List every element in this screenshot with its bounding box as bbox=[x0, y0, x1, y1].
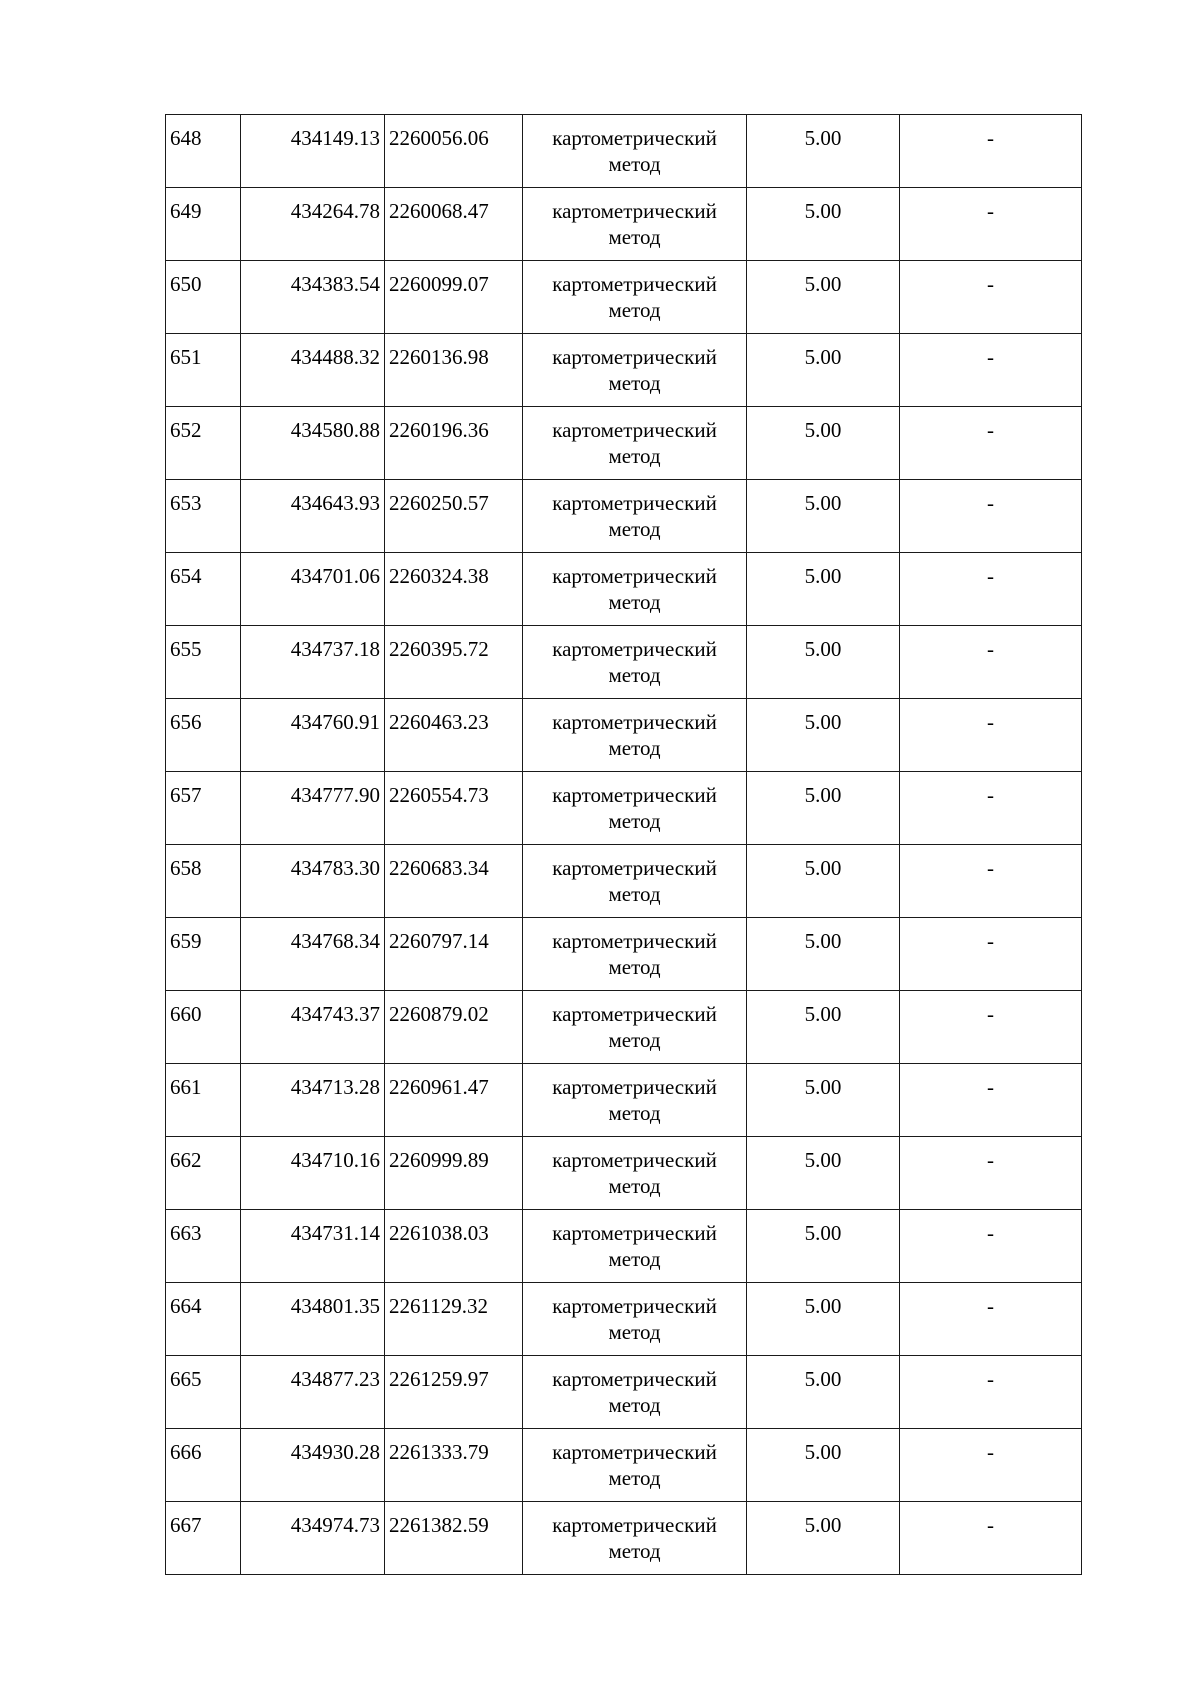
accuracy-cell: 5.00 bbox=[747, 991, 900, 1064]
table-row bbox=[166, 407, 1082, 480]
table-row bbox=[166, 1137, 1082, 1210]
description-cell: - bbox=[900, 1137, 1082, 1210]
point-number-cell: 667 bbox=[166, 1502, 241, 1575]
table-row bbox=[166, 699, 1082, 772]
accuracy-cell: 5.00 bbox=[747, 115, 900, 188]
table-row bbox=[166, 1356, 1082, 1429]
point-number-cell: 655 bbox=[166, 626, 241, 699]
description-cell: - bbox=[900, 772, 1082, 845]
accuracy-cell: 5.00 bbox=[747, 626, 900, 699]
method-cell: картометрический метод bbox=[523, 188, 747, 261]
description-cell: - bbox=[900, 553, 1082, 626]
description-cell: - bbox=[900, 918, 1082, 991]
point-number-cell: 657 bbox=[166, 772, 241, 845]
y-coordinate-cell: 2260999.89 bbox=[385, 1137, 523, 1210]
x-coordinate-cell: 434713.28 bbox=[241, 1064, 385, 1137]
y-coordinate-cell: 2260683.34 bbox=[385, 845, 523, 918]
table-row bbox=[166, 918, 1082, 991]
table-row bbox=[166, 626, 1082, 699]
method-cell: картометрический метод bbox=[523, 1429, 747, 1502]
description-cell: - bbox=[900, 1356, 1082, 1429]
method-cell: картометрический метод bbox=[523, 1137, 747, 1210]
description-cell: - bbox=[900, 188, 1082, 261]
point-number-cell: 650 bbox=[166, 261, 241, 334]
x-coordinate-cell: 434877.23 bbox=[241, 1356, 385, 1429]
accuracy-cell: 5.00 bbox=[747, 261, 900, 334]
description-cell: - bbox=[900, 115, 1082, 188]
y-coordinate-cell: 2260961.47 bbox=[385, 1064, 523, 1137]
x-coordinate-cell: 434737.18 bbox=[241, 626, 385, 699]
y-coordinate-cell: 2260196.36 bbox=[385, 407, 523, 480]
method-cell: картометрический метод bbox=[523, 334, 747, 407]
method-cell: картометрический метод bbox=[523, 772, 747, 845]
accuracy-cell: 5.00 bbox=[747, 1283, 900, 1356]
y-coordinate-cell: 2261038.03 bbox=[385, 1210, 523, 1283]
description-cell: - bbox=[900, 1064, 1082, 1137]
accuracy-cell: 5.00 bbox=[747, 480, 900, 553]
table-row bbox=[166, 115, 1082, 188]
table-row bbox=[166, 188, 1082, 261]
point-number-cell: 665 bbox=[166, 1356, 241, 1429]
y-coordinate-cell: 2260324.38 bbox=[385, 553, 523, 626]
x-coordinate-cell: 434488.32 bbox=[241, 334, 385, 407]
point-number-cell: 653 bbox=[166, 480, 241, 553]
table-row bbox=[166, 553, 1082, 626]
point-number-cell: 654 bbox=[166, 553, 241, 626]
y-coordinate-cell: 2260463.23 bbox=[385, 699, 523, 772]
description-cell: - bbox=[900, 1210, 1082, 1283]
x-coordinate-cell: 434731.14 bbox=[241, 1210, 385, 1283]
point-number-cell: 648 bbox=[166, 115, 241, 188]
method-cell: картометрический метод bbox=[523, 1502, 747, 1575]
y-coordinate-cell: 2261129.32 bbox=[385, 1283, 523, 1356]
point-number-cell: 662 bbox=[166, 1137, 241, 1210]
point-number-cell: 663 bbox=[166, 1210, 241, 1283]
point-number-cell: 666 bbox=[166, 1429, 241, 1502]
accuracy-cell: 5.00 bbox=[747, 1064, 900, 1137]
method-cell: картометрический метод bbox=[523, 1210, 747, 1283]
accuracy-cell: 5.00 bbox=[747, 845, 900, 918]
method-cell: картометрический метод bbox=[523, 918, 747, 991]
table-row bbox=[166, 991, 1082, 1064]
table-row bbox=[166, 334, 1082, 407]
x-coordinate-cell: 434783.30 bbox=[241, 845, 385, 918]
x-coordinate-cell: 434974.73 bbox=[241, 1502, 385, 1575]
x-coordinate-cell: 434930.28 bbox=[241, 1429, 385, 1502]
description-cell: - bbox=[900, 845, 1082, 918]
method-cell: картометрический метод bbox=[523, 626, 747, 699]
point-number-cell: 651 bbox=[166, 334, 241, 407]
y-coordinate-cell: 2260056.06 bbox=[385, 115, 523, 188]
y-coordinate-cell: 2260250.57 bbox=[385, 480, 523, 553]
point-number-cell: 658 bbox=[166, 845, 241, 918]
method-cell: картометрический метод bbox=[523, 845, 747, 918]
point-number-cell: 660 bbox=[166, 991, 241, 1064]
point-number-cell: 661 bbox=[166, 1064, 241, 1137]
y-coordinate-cell: 2260554.73 bbox=[385, 772, 523, 845]
x-coordinate-cell: 434149.13 bbox=[241, 115, 385, 188]
y-coordinate-cell: 2260068.47 bbox=[385, 188, 523, 261]
y-coordinate-cell: 2260879.02 bbox=[385, 991, 523, 1064]
x-coordinate-cell: 434264.78 bbox=[241, 188, 385, 261]
x-coordinate-cell: 434701.06 bbox=[241, 553, 385, 626]
method-cell: картометрический метод bbox=[523, 1064, 747, 1137]
x-coordinate-cell: 434580.88 bbox=[241, 407, 385, 480]
x-coordinate-cell: 434383.54 bbox=[241, 261, 385, 334]
point-number-cell: 656 bbox=[166, 699, 241, 772]
method-cell: картометрический метод bbox=[523, 1356, 747, 1429]
description-cell: - bbox=[900, 1429, 1082, 1502]
y-coordinate-cell: 2261333.79 bbox=[385, 1429, 523, 1502]
description-cell: - bbox=[900, 1502, 1082, 1575]
x-coordinate-cell: 434801.35 bbox=[241, 1283, 385, 1356]
table-row bbox=[166, 1283, 1082, 1356]
method-cell: картометрический метод bbox=[523, 553, 747, 626]
point-number-cell: 659 bbox=[166, 918, 241, 991]
description-cell: - bbox=[900, 699, 1082, 772]
x-coordinate-cell: 434777.90 bbox=[241, 772, 385, 845]
accuracy-cell: 5.00 bbox=[747, 407, 900, 480]
y-coordinate-cell: 2260099.07 bbox=[385, 261, 523, 334]
accuracy-cell: 5.00 bbox=[747, 553, 900, 626]
accuracy-cell: 5.00 bbox=[747, 188, 900, 261]
y-coordinate-cell: 2260797.14 bbox=[385, 918, 523, 991]
accuracy-cell: 5.00 bbox=[747, 1356, 900, 1429]
table-row bbox=[166, 1429, 1082, 1502]
description-cell: - bbox=[900, 480, 1082, 553]
x-coordinate-cell: 434760.91 bbox=[241, 699, 385, 772]
point-number-cell: 652 bbox=[166, 407, 241, 480]
x-coordinate-cell: 434643.93 bbox=[241, 480, 385, 553]
table-row bbox=[166, 1210, 1082, 1283]
method-cell: картометрический метод bbox=[523, 115, 747, 188]
accuracy-cell: 5.00 bbox=[747, 918, 900, 991]
y-coordinate-cell: 2261259.97 bbox=[385, 1356, 523, 1429]
method-cell: картометрический метод bbox=[523, 480, 747, 553]
table-row bbox=[166, 261, 1082, 334]
table-row bbox=[166, 1502, 1082, 1575]
x-coordinate-cell: 434768.34 bbox=[241, 918, 385, 991]
accuracy-cell: 5.00 bbox=[747, 1502, 900, 1575]
coordinates-table bbox=[165, 114, 1082, 1575]
y-coordinate-cell: 2260395.72 bbox=[385, 626, 523, 699]
coordinates-table-body bbox=[166, 115, 1082, 1575]
method-cell: картометрический метод bbox=[523, 1283, 747, 1356]
accuracy-cell: 5.00 bbox=[747, 1429, 900, 1502]
method-cell: картометрический метод bbox=[523, 407, 747, 480]
description-cell: - bbox=[900, 1283, 1082, 1356]
description-cell: - bbox=[900, 334, 1082, 407]
method-cell: картометрический метод bbox=[523, 991, 747, 1064]
x-coordinate-cell: 434743.37 bbox=[241, 991, 385, 1064]
y-coordinate-cell: 2260136.98 bbox=[385, 334, 523, 407]
x-coordinate-cell: 434710.16 bbox=[241, 1137, 385, 1210]
accuracy-cell: 5.00 bbox=[747, 1210, 900, 1283]
description-cell: - bbox=[900, 991, 1082, 1064]
method-cell: картометрический метод bbox=[523, 699, 747, 772]
accuracy-cell: 5.00 bbox=[747, 334, 900, 407]
y-coordinate-cell: 2261382.59 bbox=[385, 1502, 523, 1575]
point-number-cell: 649 bbox=[166, 188, 241, 261]
description-cell: - bbox=[900, 407, 1082, 480]
description-cell: - bbox=[900, 261, 1082, 334]
method-cell: картометрический метод bbox=[523, 261, 747, 334]
accuracy-cell: 5.00 bbox=[747, 772, 900, 845]
table-row bbox=[166, 845, 1082, 918]
table-row bbox=[166, 1064, 1082, 1137]
accuracy-cell: 5.00 bbox=[747, 1137, 900, 1210]
table-row bbox=[166, 480, 1082, 553]
accuracy-cell: 5.00 bbox=[747, 699, 900, 772]
table-row bbox=[166, 772, 1082, 845]
description-cell: - bbox=[900, 626, 1082, 699]
point-number-cell: 664 bbox=[166, 1283, 241, 1356]
